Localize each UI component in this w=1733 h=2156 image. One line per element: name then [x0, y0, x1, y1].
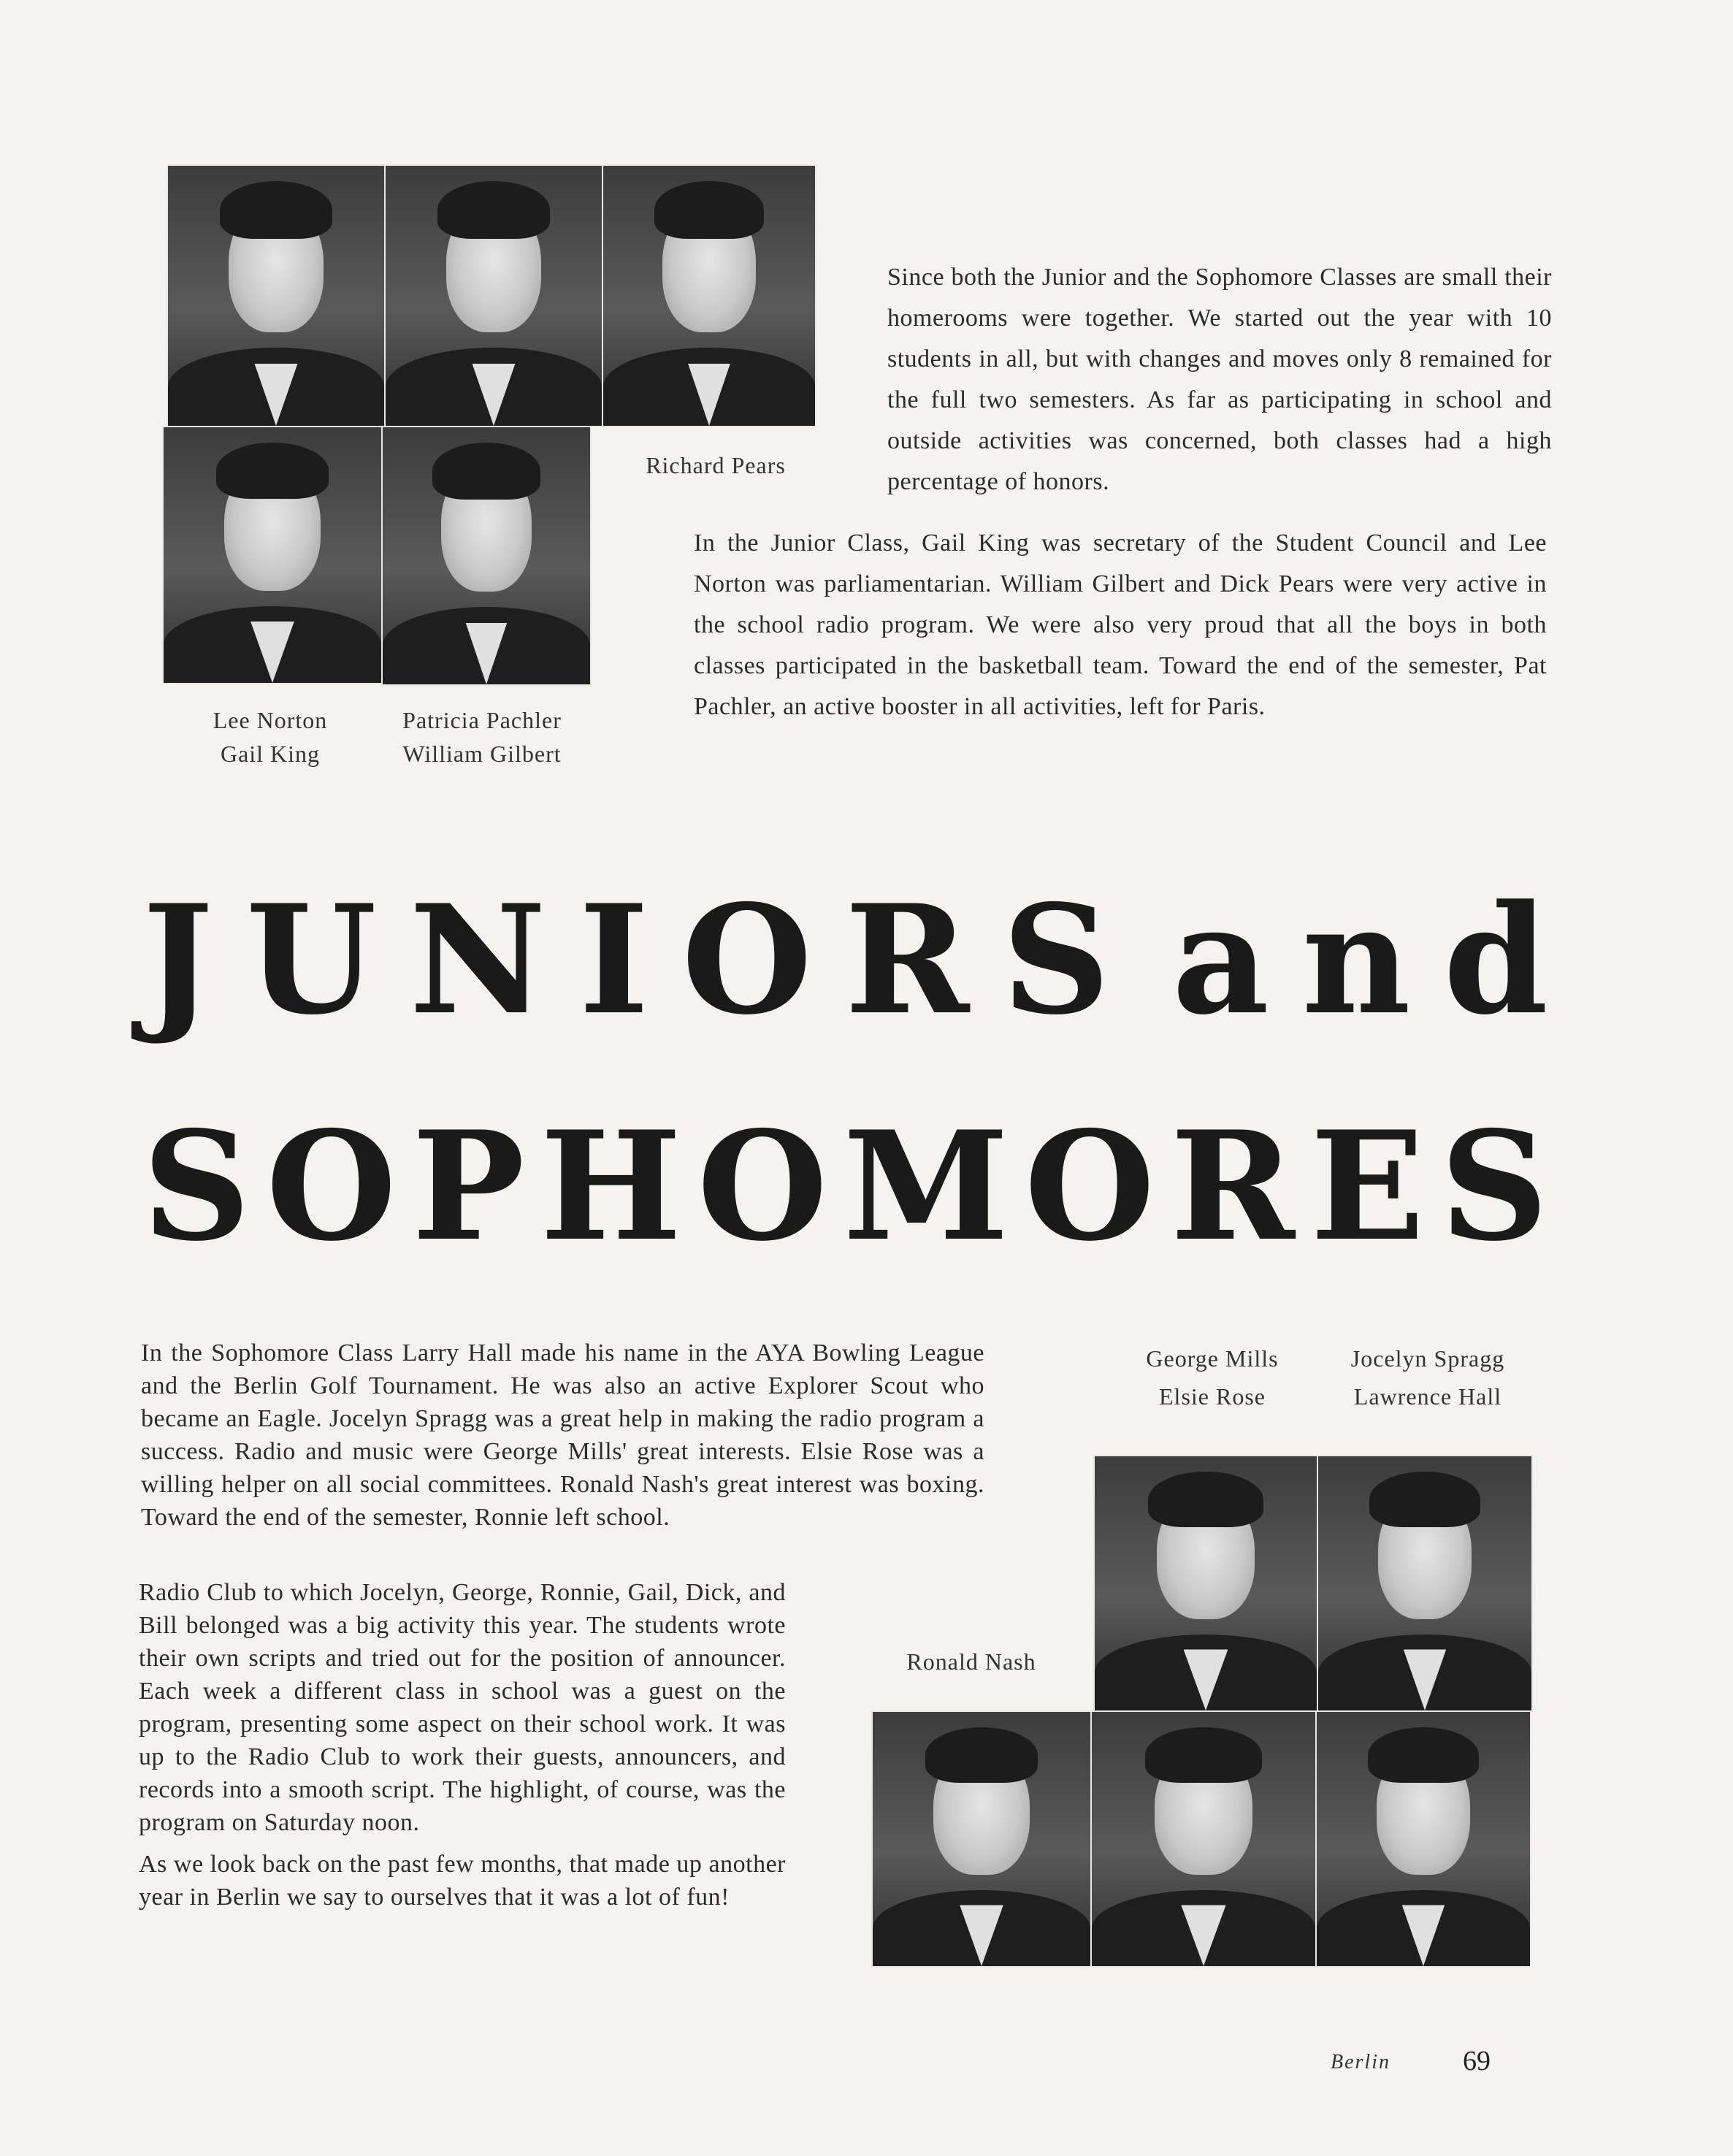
headline-letter: n: [1301, 873, 1411, 1048]
portrait-photo: [602, 164, 816, 427]
paragraph-text: In the Sophomore Class Larry Hall made his name in the AYA Bowling League and the Berlin Golf Tournament. He was also an active Explorer Scout who became an Eagle. Jocelyn Spragg was a great help in making the radio program a success. Radio and music were George Mills' great interests. Elsie Rose was a willing helper on all social committees. Ronald Nash's great interest was boxing. Toward the end of the semester, Ronnie left school.: [141, 1339, 984, 1531]
headline-line-1: [142, 873, 1548, 1048]
headline-letter: S: [142, 1099, 251, 1274]
headline-letter: M: [843, 1099, 1009, 1274]
portrait-photo: [1315, 1710, 1531, 1968]
portrait-photo: [162, 426, 383, 684]
caption-name: Lee Norton: [213, 707, 328, 733]
headline-letter: U: [245, 873, 377, 1048]
paragraph-text: Radio Club to which Jocelyn, George, Ronnie, Gail, Dick, and Bill belonged was a big activity this year. The students wrote their own scripts and tried out for the position of announcer. Each week a different class in school was a guest on the program, presenting some aspect on their school work. It was up to the Radio Club to work their guests, announcers, and records into a smooth script. The highlight, of course, was the program on Saturday noon.: [139, 1579, 786, 1836]
radio-club-paragraph: [139, 1576, 786, 1922]
headline-letter: a: [1171, 873, 1269, 1048]
headline-letter: S: [1439, 1099, 1548, 1274]
page-number: 69: [1463, 2046, 1491, 2076]
headline-letter: R: [844, 873, 970, 1048]
paragraph-text: In the Junior Class, Gail King was secretary of the Student Council and Lee Norton was parliamentarian. William Gilbert and Dick Pears were very active in the school radio program. We were also very proud that all the boys in both classes participated in the basketball team. Toward the end of the semester, Pat Pachler, an active booster in all activities, left for Paris.: [694, 530, 1547, 720]
caption-left-column: [183, 703, 358, 771]
headline-letter: E: [1310, 1099, 1425, 1274]
headline-line-2: [142, 1099, 1548, 1274]
paragraph-text: As we look back on the past few months, that made up another year in Berlin we say to ourselves that it was a lot of fun!: [139, 1851, 786, 1911]
headline-letter: J: [142, 873, 213, 1048]
headline-letter: S: [1002, 873, 1111, 1048]
intro-paragraph: [887, 257, 1552, 502]
headline-letter: O: [697, 1099, 828, 1274]
caption-name: Gail King: [220, 741, 321, 767]
portrait-photo: [871, 1710, 1092, 1968]
sophomore-paragraph: [141, 1337, 984, 1543]
portrait-photo: [384, 164, 603, 427]
caption-name: William Gilbert: [402, 741, 562, 767]
headline-letter: N: [409, 873, 546, 1048]
footer-label: Berlin: [1331, 2051, 1390, 2073]
caption-right-column: [380, 703, 584, 771]
portrait-photo: [1093, 1455, 1318, 1712]
portrait-photo: [1090, 1710, 1317, 1968]
caption-right-column: [1322, 1339, 1534, 1415]
headline-letter: O: [1024, 1099, 1155, 1274]
portrait-photo: [381, 426, 592, 686]
headline-letter: O: [266, 1099, 397, 1274]
headline-letter: O: [681, 873, 813, 1048]
headline-letter: R: [1170, 1099, 1296, 1274]
caption-name: Jocelyn Spragg: [1350, 1345, 1505, 1372]
headline-letter: I: [578, 873, 649, 1048]
caption-name: Lawrence Hall: [1353, 1383, 1502, 1410]
junior-paragraph: [694, 523, 1547, 727]
caption-name: Elsie Rose: [1159, 1383, 1266, 1410]
caption-left-column: [1117, 1339, 1307, 1415]
headline-letter: d: [1443, 873, 1548, 1048]
caption-name: George Mills: [1146, 1345, 1279, 1372]
headline-letter: H: [540, 1099, 682, 1274]
caption-single: Richard Pears: [646, 452, 786, 478]
paragraph-text: Since both the Junior and the Sophomore Classes are small their homerooms were together. We started out the year with 10 students in all, but with changes and moves only 8 remained for the full two semesters. As far as participating in school and outside activities was concerned, both classes had a high percentage of honors.: [887, 264, 1552, 495]
caption-name: Patricia Pachler: [402, 707, 562, 733]
portrait-photo: [167, 164, 386, 427]
caption-single: Ronald Nash: [906, 1648, 1036, 1675]
headline-letter: P: [412, 1099, 525, 1274]
portrait-photo: [1317, 1455, 1533, 1712]
